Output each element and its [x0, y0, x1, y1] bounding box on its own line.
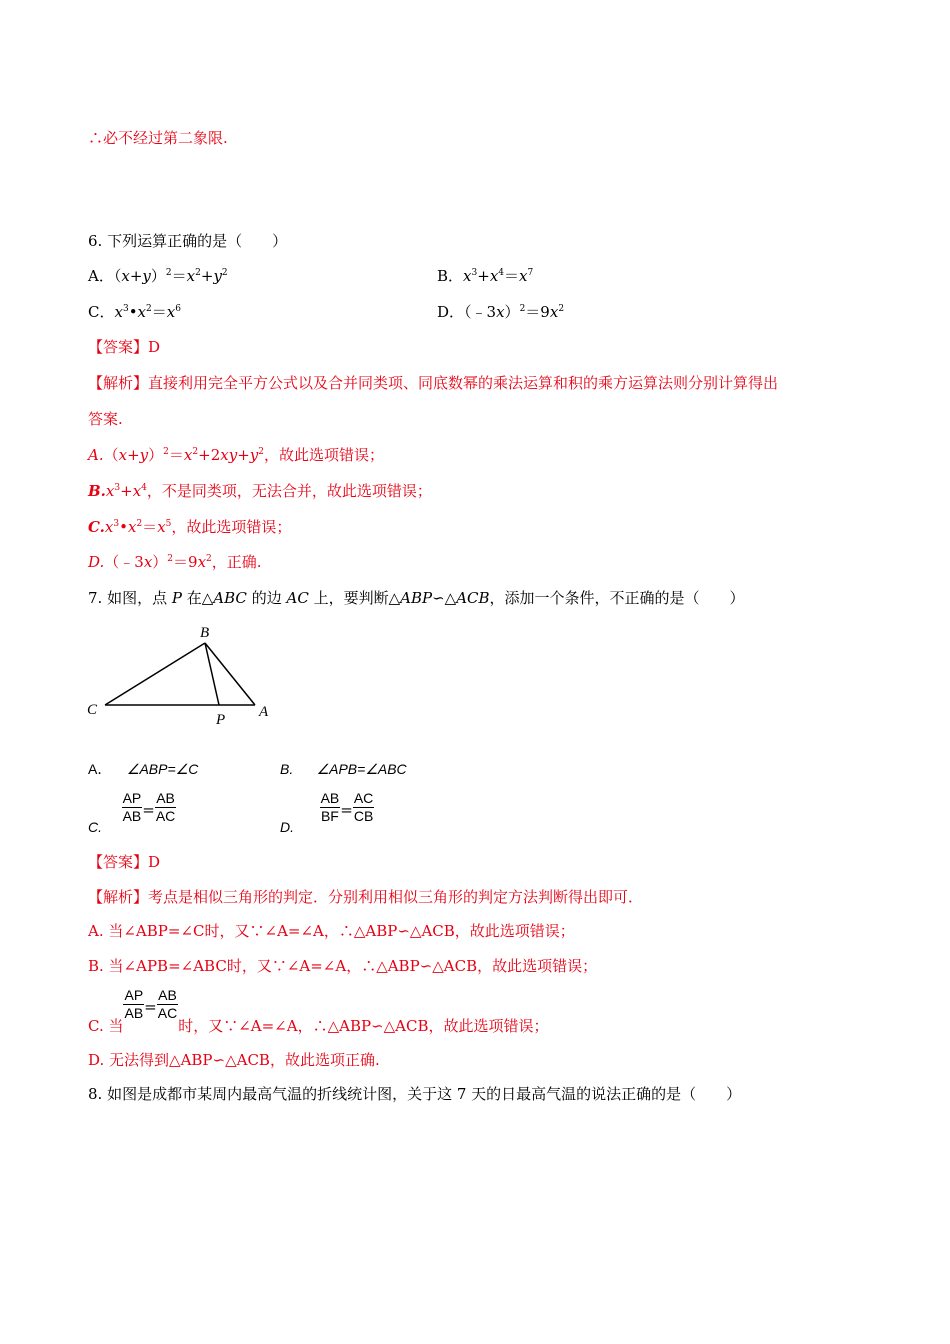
q8-stem: 8. 如图是成都市某周内最高气温的折线统计图，关于这 7 天的日最高气温的说法正确的是（ ）: [88, 1085, 742, 1103]
q6-line-a: $A.(x+y)^2=x^2+2xy+y^2$，故此选项错误；: [88, 446, 384, 464]
q7-line-a: A. 当∠ABP=∠C时，又∵∠A=∠A，∴△ABP∽△ACB，故此选项错误；: [88, 922, 575, 940]
q6-analysis: 【解析】直接利用完全平方公式以及合并同类项、同底数幂的乘法运算和积的乘方运算法则分别计算得出: [88, 374, 779, 392]
q7-line-b: B. 当∠APB=∠ABC时，又∵∠A=∠A，∴△ABP∽△ACB，故此选项错误；: [88, 957, 598, 975]
vertex-label-p: P: [216, 712, 226, 728]
q7-option-c: C. $\frac{AP}{AB}$ = $\frac{AB}{AC}$: [88, 790, 176, 835]
q7-answer: 【答案】D: [88, 853, 161, 871]
q6-line-c: $C.x^3•x^2=x^5$，故此选项错误；: [88, 518, 292, 536]
q6-option-d: D．$(﹣3x)^2=9x^2$: [437, 303, 565, 321]
q7-line-d: D. 无法得到△ABP∽△ACB，故此选项正确.: [88, 1051, 380, 1069]
q7-line-c: C. 当 $\frac{AP}{AB}$ = $\frac{AB}{AC}$ 时，又∵∠A=∠A，∴△ABP∽△ACB，故此选项错误；: [88, 987, 549, 1035]
q6-option-c: C．$x^3•x^2=x^6$: [88, 303, 181, 321]
q7-analysis: 【解析】考点是相似三角形的判定．分别利用相似三角形的判定方法判断得出即可．: [88, 888, 644, 906]
q6-line-b: $B.x^3+x^4$，不是同类项，无法合并，故此选项错误；: [88, 482, 432, 500]
vertex-label-c: C: [87, 702, 98, 718]
triangle-figure: [85, 622, 285, 732]
q7-option-d: D. $\frac{AB}{BF}$ = $\frac{AC}{CB}$: [280, 790, 374, 835]
q7-option-a: A． ∠ABP=∠C: [88, 761, 199, 777]
q7-option-b: B. ∠APB=∠ABC: [280, 761, 407, 777]
vertex-label-b: B: [200, 625, 210, 641]
q6-line-d: $D.(﹣3x)^2=9x^2$，正确.: [88, 553, 262, 571]
q6-stem: 6. 下列运算正确的是（ ）: [88, 232, 288, 250]
q7-stem: 7. 如图，点 P 在△ABC 的边 AC 上，要判断△ABP∽△ACB，添加一个条件，不正确的是（ ）: [88, 589, 745, 607]
q6-option-b: B．$x^3+x^4=x^7$: [437, 267, 534, 285]
q6-answer: 【答案】D: [88, 338, 161, 356]
top-note: ∴必不经过第二象限.: [88, 129, 228, 147]
q6-analysis-cont: 答案.: [88, 410, 123, 428]
q6-option-a: A．$(x+y)^2=x^2+y^2$: [88, 267, 228, 285]
vertex-label-a: A: [259, 704, 269, 720]
